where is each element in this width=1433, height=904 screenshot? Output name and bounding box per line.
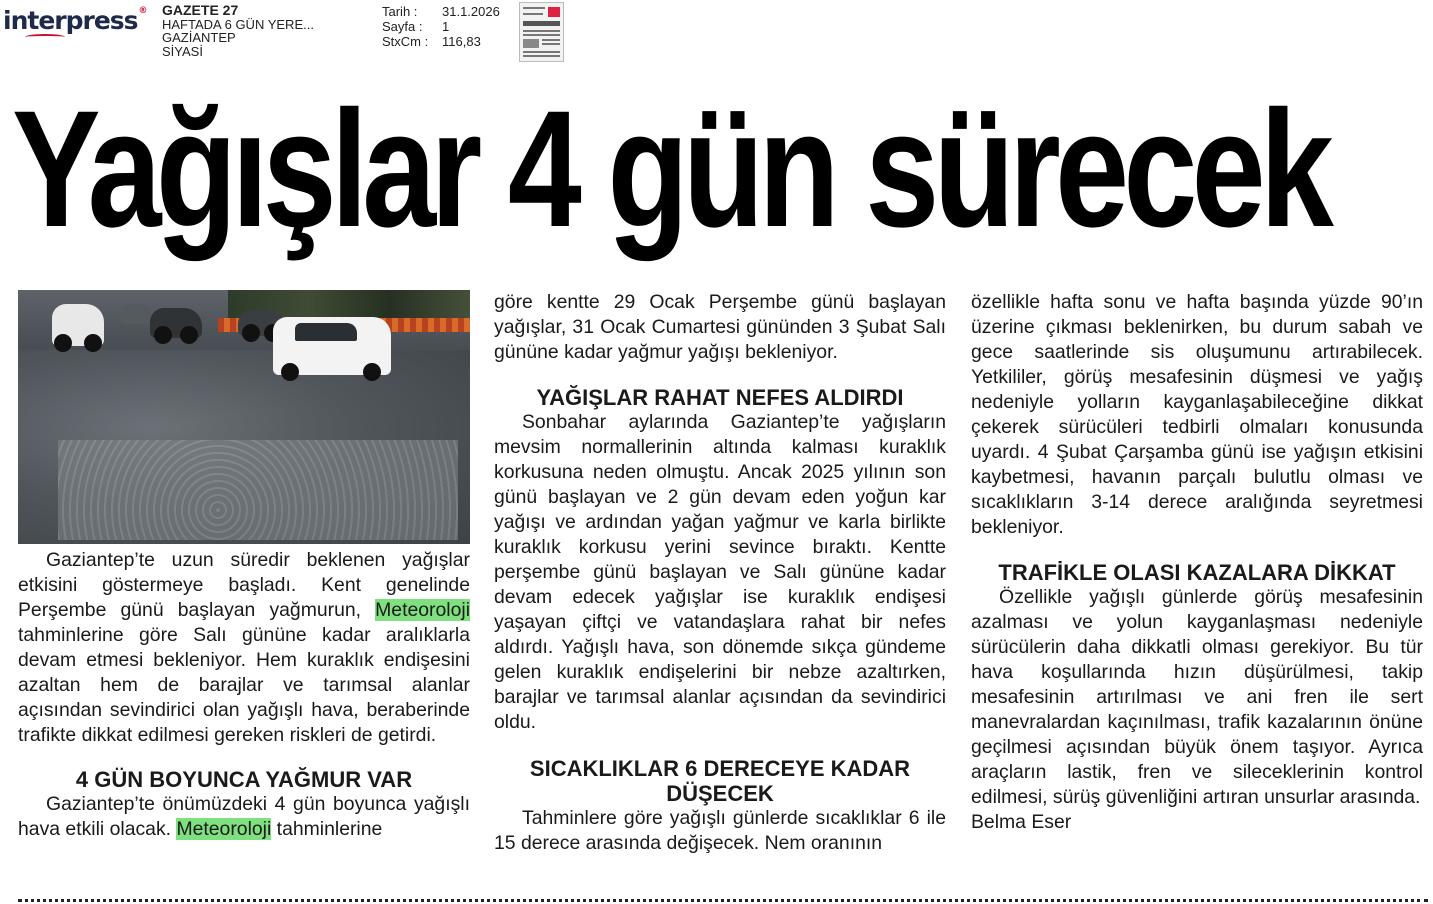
subheading-temperatures: SICAKLIKLAR 6 DERECEYE KADAR DÜŞECEK <box>529 756 911 806</box>
short-headline: HAFTADA 6 GÜN YERE... <box>162 16 314 32</box>
page-thumbnail[interactable] <box>519 2 564 62</box>
meta-row-date <box>382 4 500 19</box>
paragraph-temperatures: Tahminlere göre yağışlı günlerde sıcaklıklar 6 ile 15 derece arasında değişecek. Nem oranının <box>494 807 946 854</box>
meta-label: Sayfa : <box>382 19 423 34</box>
paragraph-humidity: özellikle hafta sonu ve hafta başında yüzde 90’ın üzerine çıkması beklenirken, bu durum sabah ve gece saatlerinde sis oluşumunu artırabilecek. Yetkililer, görüş mesafesinin düşmesi ve yağış nedeniyle yolların kayganlaşabileceğine dikkat çekerek sürücüleri tedbirli olmaları konusunda uyardı. 4 Şubat Çarşamba günü ise yağışın etkisini kaybetmesi, havanın parçalı bulutlu olması ve sıcaklıkların 3-14 derece aralığında seyretmesi bekleniyor. <box>971 291 1423 538</box>
city-label: GAZİANTEP <box>162 30 236 45</box>
highlight-meteoroloji: Meteoroloji <box>176 818 272 840</box>
meta-value: 116,83 <box>442 34 481 49</box>
article-headline: Yağışlar 4 gün sürecek <box>12 77 1329 262</box>
column-3 <box>971 290 1423 835</box>
author-name: Belma Eser <box>971 811 1072 833</box>
bottom-dotted-rule <box>18 899 1428 902</box>
meta-label: StxCm : <box>382 34 429 49</box>
publication-name: GAZETE 27 <box>162 2 239 18</box>
column-1 <box>18 290 470 842</box>
paragraph-traffic: Özellikle yağışlı günlerde görüş mesafesinin azalması ve yolun kayganlaşması nedeniyle sürücülerin daha dikkatli olması gerekiyor. Bu tür hava koşullarında hızın düşürülmesi, takip mesafesinin artırılması ve ani fren ile sert manevralardan kaçınılması, trafik kazalarının önüne geçilmesi açısından büyük önem taşıyor. Ayrıca araçların lastik, fren ve sileceklerinin kontrol edilmesi, sürüş güvenliğini artıran unsurlar arasında. <box>971 586 1423 808</box>
section-label: SİYASİ <box>162 43 203 59</box>
registered-mark: ® <box>138 6 147 16</box>
subheading-relief: YAĞIŞLAR RAHAT NEFES ALDIRDI <box>536 385 904 410</box>
logo-swoosh-icon <box>25 34 65 40</box>
rainy-street-photo <box>18 290 470 544</box>
brand-name: interpress <box>3 6 138 35</box>
paragraph-drought: Sonbahar aylarında Gaziantep’te yağışların mevsim normallerinin altında kalması kuraklık korkusuna neden olmuştu. Ancak 2025 yılının son günü başlayan ve 2 gün devam eden yoğun kar yağışı ve ardından yağan yağmur ve karla birlikte kuraklık korkusu yerini sevince bıraktı. Kentte perşembe günü başlayan ve Salı gününe kadar devam edecek yağışlar ise kuraklık endişesi yaşayan çiftçi ve vatandaşlara rahat bir nefes aldırdı. Yağışlı hava, son dönemde sıkça gündeme gelen kuraklık endişelerini bir nebze azaltırken, barajlar ve tarımsal alanlar açısından da sevindirici oldu. <box>494 411 946 733</box>
meta-value: 31.1.2026 <box>442 4 500 19</box>
column-2 <box>494 290 946 856</box>
meta-label: Tarih : <box>382 4 418 19</box>
highlight-meteoroloji: Meteoroloji <box>375 599 470 621</box>
subheading-rain-4-days: 4 GÜN BOYUNCA YAĞMUR VAR <box>75 767 413 792</box>
paragraph-intro: Gaziantep’te uzun süredir beklenen yağışlar etkisini göstermeye başladı. Kent genelinde Perşembe günü başlayan yağmurun, Meteoroloji tahminlerine göre Salı gününe kadar aralıklarla devam etmesi bekleniyor. Hem kuraklık endişesini azaltan hem de barajlar ve tarımsal alanlar açısından sevindirici olan yağışlı hava, beraberinde trafikte dikkat edilmesi gereken riskleri de getirdi. <box>18 549 470 746</box>
paragraph-forecast: Gaziantep’te önümüzdeki 4 gün boyunca yağışlı hava etkili olacak. Meteoroloji tahminlerine <box>18 793 470 840</box>
meta-row-stxcm <box>382 34 500 49</box>
paragraph-forecast-cont: göre kentte 29 Ocak Perşembe günü başlayan yağışlar, 31 Ocak Cumartesi gününden 3 Şubat Salı gününe kadar yağmur yağışı bekleniyor. <box>494 291 946 363</box>
clip-metadata <box>382 4 500 49</box>
meta-row-page <box>382 19 500 34</box>
publication-info <box>162 4 314 58</box>
subheading-traffic: TRAFİKLE OLASI KAZALARA DİKKAT <box>998 560 1396 585</box>
meta-value: 1 <box>442 19 450 34</box>
interpress-logo <box>3 6 147 35</box>
